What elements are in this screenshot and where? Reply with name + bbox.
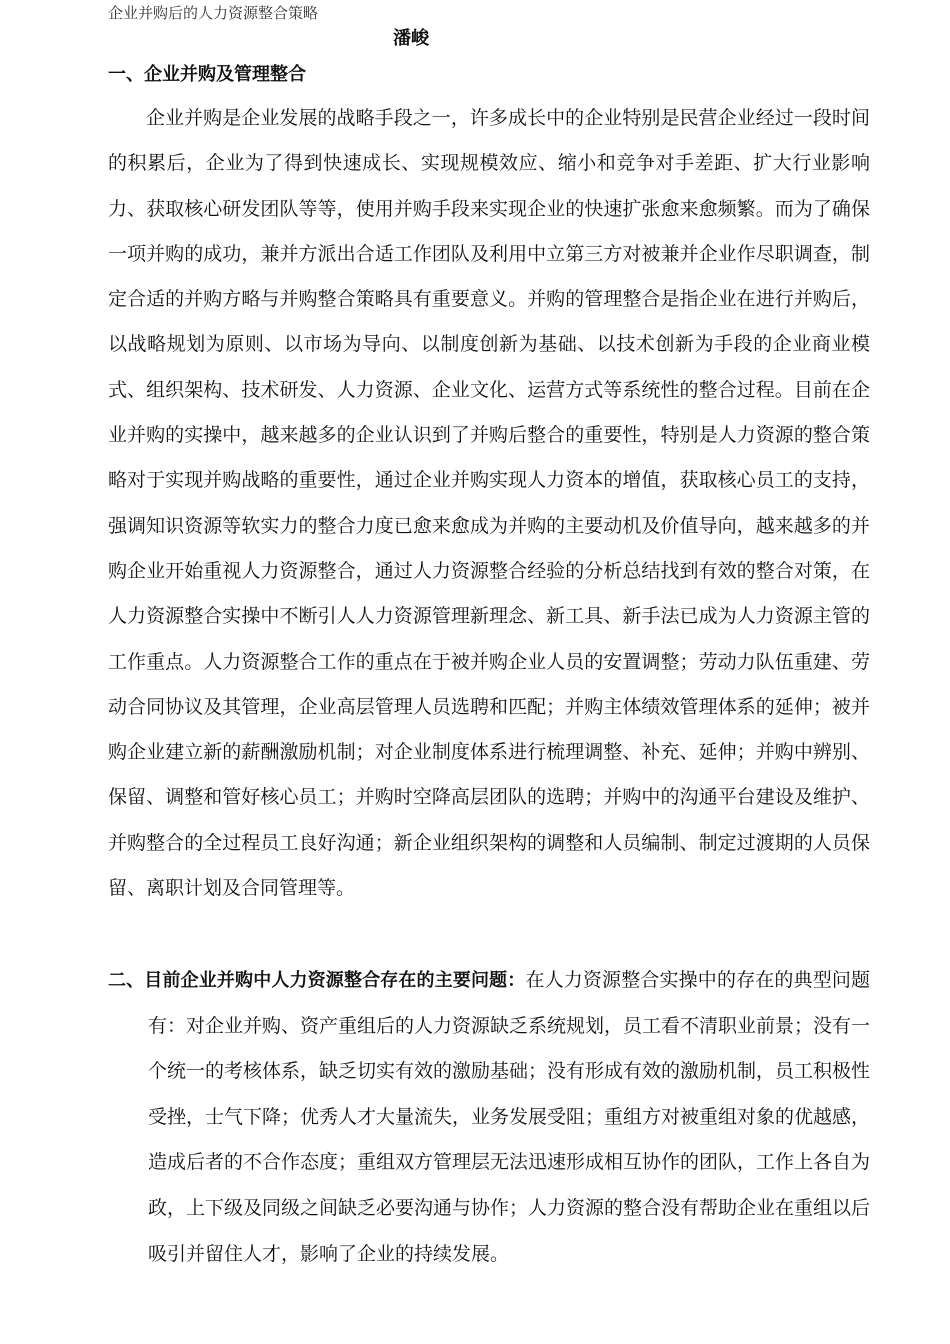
section-1-heading: 一、企业并购及管理整合 <box>108 64 306 85</box>
section-2-body: 在人力资源整合实操中的存在的典型问题有：对企业并购、资产重组后的人力资源缺乏系统规划，员工看不清职业前景；没有一个统一的考核体系，缺乏切实有效的激励基础；没有形成有效的激励机制，员工积极性受挫，士气下降；优秀人才大量流失，业务发展受阻；重组方对被重组对象的优越感，造成后者的不合作态度；重组双方管理层无法迅速形成相互协作的团队，工作上各自为政，上下级及同级之间缺乏必要沟通与协作；人力资源的整合没有帮助企业在重组以后吸引并留住人才，影响了企业的持续发展。 <box>148 969 871 1265</box>
running-header: 企业并购后的人力资源整合策略 <box>108 4 319 22</box>
section-2 <box>108 958 871 1277</box>
section-2-heading: 二、目前企业并购中人力资源整合存在的主要问题： <box>108 970 526 991</box>
section-1-body: 企业并购是企业发展的战略手段之一，许多成长中的企业特别是民营企业经过一段时间的积累后，企业为了得到快速成长、实现规模效应、缩小和竞争对手差距、扩大行业影响力、获取核心研发团队等等，使用并购手段来实现企业的快速扩张愈来愈频繁。而为了确保一项并购的成功，兼并方派出合适工作团队及利用中立第三方对被兼并企业作尽职调查，制定合适的并购方略与并购整合策略具有重要意义。并购的管理整合是指企业在进行并购后，以战略规划为原则、以市场为导向、以制度创新为基础、以技术创新为手段的企业商业模式、组织架构、技术研发、人力资源、企业文化、运营方式等系统性的整合过程。目前在企业并购的实操中，越来越多的企业认识到了并购后整合的重要性，特别是人力资源的整合策略对于实现并购战略的重要性，通过企业并购实现人力资本的增值，获取核心员工的支持，强调知识资源等软实力的整合力度已愈来愈成为并购的主要动机及价值导向，越来越多的并购企业开始重视人力资源整合，通过人力资源整合经验的分析总结找到有效的整合对策，在人力资源整合实操中不断引人人力资源管理新理念、新工具、新手法已成为人力资源主管的工作重点。人力资源整合工作的重点在于被并购企业人员的安置调整；劳动力队伍重建、劳动合同协议及其管理，企业高层管理人员选聘和匹配；并购主体绩效管理体系的延伸；被并购企业建立新的薪酬激励机制；对企业制度体系进行梳理调整、补充、延伸；并购中辨别、保留、调整和管好核心员工；并购时空降高层团队的选聘；并购中的沟通平台建设及维护、并购整合的全过程员工良好沟通；新企业组织架构的调整和人员编制、制定过渡期的人员保留、离职计划及合同管理等。 <box>108 107 870 900</box>
author-name: 潘峻 <box>393 28 429 49</box>
